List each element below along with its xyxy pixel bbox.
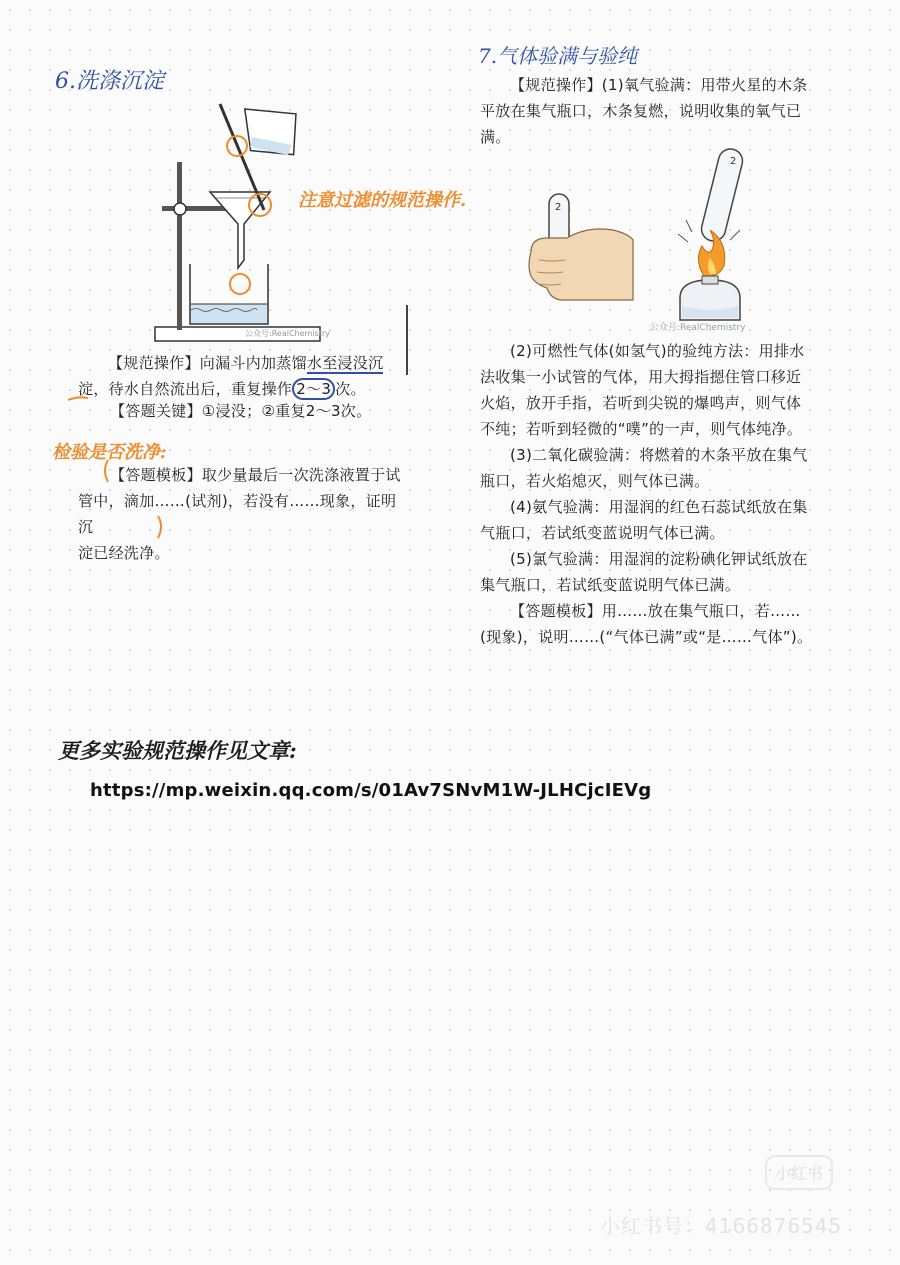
item-combustible-gas: (2)可燃性气体(如氢气)的验纯方法：用排水 法收集一小试管的气体，用大拇指摁住管口移近 火焰，放开手指，若听到尖锐的爆鸣声，则气体 不纯；若听到轻微的“噗”的一声，则气体纯净。	[480, 342, 805, 438]
section6-template-para: 【答题模板】取少量最后一次洗涤液置于试 管中，滴加……(试剂)，若没有……现象，证明沉 淀已经洗净。	[78, 466, 401, 562]
section6-answer-key: 【答题关键】①浸没；②重复2～3次。	[110, 402, 372, 420]
item-chlorine: (5)氯气验满：用湿润的淀粉碘化钾试纸放在 集气瓶口，若试纸变蓝说明气体已满。	[480, 550, 808, 594]
section6-heading: 6.洗涤沉淀	[55, 69, 164, 94]
filtration-annotation: 注意过滤的规范操作.	[298, 190, 467, 211]
section6-watermark: 公众号:RealChemistry	[245, 329, 330, 338]
brand-id: 小红书号：4166876545	[600, 1214, 843, 1238]
hand-test-tube-illustration	[525, 188, 635, 312]
section7-intro: 【规范操作】(1)氧气验满：用带火星的木条 平放在集气瓶口，木条复燃，说明收集的氧气已 满。	[480, 76, 808, 146]
bracket-marks	[100, 458, 170, 544]
tube-over-lamp-illustration	[660, 148, 770, 326]
section6-operation-para: 【规范操作】向漏斗内加蒸馏水至浸没沉 淀，待水自然流出后，重复操作 2～3 次。	[78, 354, 384, 398]
clamp-screw	[174, 203, 186, 215]
section7-heading: 7.气体验满与验纯	[478, 44, 638, 68]
highlight-circle-funnel-tip	[230, 274, 250, 294]
underline-mark	[66, 380, 90, 404]
inverted-test-tube	[699, 146, 745, 243]
column-divider	[406, 305, 408, 375]
stand-rod	[177, 162, 182, 330]
item-co2: (3)二氧化碳验满：将燃着的木条平放在集气 瓶口，若火焰熄灭，则气体已满。	[480, 446, 808, 490]
highlight-underline-1: 水至浸没沉	[306, 354, 384, 372]
svg-text:2: 2	[555, 202, 562, 213]
section7-items	[480, 338, 822, 650]
highlight-circled-count: 2～3	[292, 378, 335, 400]
check-washed-heading: 检验是否洗净:	[52, 442, 167, 463]
section7-watermark: 公众号:RealChemistry	[650, 323, 746, 333]
hand	[529, 229, 633, 300]
pouring-beaker-illustration	[240, 95, 310, 165]
svg-text:2: 2	[730, 156, 737, 167]
brand-logo: 小红书	[765, 1155, 833, 1190]
article-link[interactable]: https://mp.weixin.qq.com/s/01Av7SNvM1W-JLHCjcIEVg	[90, 780, 652, 801]
more-articles-note: 更多实验规范操作见文章:	[58, 738, 297, 763]
section7-template: 【答题模板】用……放在集气瓶口，若…… (现象)，说明……(“气体已满”或“是……气体”)。	[480, 602, 813, 646]
item-ammonia: (4)氨气验满：用湿润的红色石蕊试纸放在集 气瓶口，若试纸变蓝说明气体已满。	[480, 498, 808, 542]
